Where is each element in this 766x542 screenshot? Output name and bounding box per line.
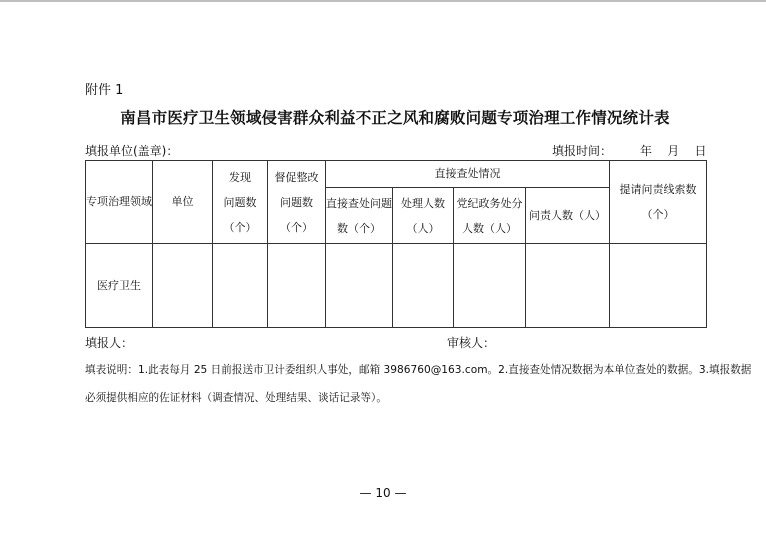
fill-time-date: 年 月 日 <box>640 144 707 158</box>
attachment-label: 附件 1 <box>85 83 124 98</box>
table-cell-handled[interactable] <box>393 244 454 328</box>
header-handled: 处理人数 （人） <box>393 188 454 244</box>
table-row-area: 医疗卫生 <box>86 244 153 328</box>
header-direct-group: 直接查处情况 <box>326 161 610 188</box>
reporter-label: 填报人： <box>85 336 134 350</box>
header-direct-cases: 直接查处问题 数（个） <box>326 188 393 244</box>
reviewer-label: 审核人： <box>447 336 496 350</box>
header-discipline: 党纪政务处分 人数（人） <box>454 188 526 244</box>
table-cell-unit[interactable] <box>153 244 213 328</box>
table-cell-discipline[interactable] <box>454 244 526 328</box>
note-line-1: 填表说明：1.此表每月 25 日前报送市卫计委组织人事处，邮箱 3986760@163.com。2.直接查处情况数据为本单位查处的数据。3.填报数据 <box>85 364 752 376</box>
header-accountable: 问责人数（人） <box>526 188 610 244</box>
table-cell-accountable[interactable] <box>526 244 610 328</box>
header-unit: 单位 <box>153 161 213 244</box>
fill-time <box>552 142 707 159</box>
fill-instructions <box>85 356 752 412</box>
header-found: 发现 问题数 （个） <box>213 161 268 244</box>
table-cell-clues[interactable] <box>610 244 707 328</box>
note-line-2: 必须提供相应的佐证材料（调查情况、处理结果、谈话记录等）。 <box>85 392 387 404</box>
table-cell-direct-cases[interactable] <box>326 244 393 328</box>
document-title: 南昌市医疗卫生领域侵害群众利益不正之风和腐败问题专项治理工作情况统计表 <box>120 108 670 127</box>
statistics-table <box>85 160 707 328</box>
fill-unit-label: 填报单位(盖章)： <box>85 144 179 158</box>
header-area: 专项治理领域 <box>86 161 153 244</box>
page-number: — 10 — <box>359 486 407 500</box>
header-supervise: 督促整改 问题数 （个） <box>268 161 326 244</box>
top-border-rule <box>0 0 766 2</box>
table-cell-supervise[interactable] <box>268 244 326 328</box>
header-clues: 提请问责线索数 （个） <box>610 161 707 244</box>
table-cell-found[interactable] <box>213 244 268 328</box>
fill-time-label: 填报时间： <box>552 144 613 158</box>
